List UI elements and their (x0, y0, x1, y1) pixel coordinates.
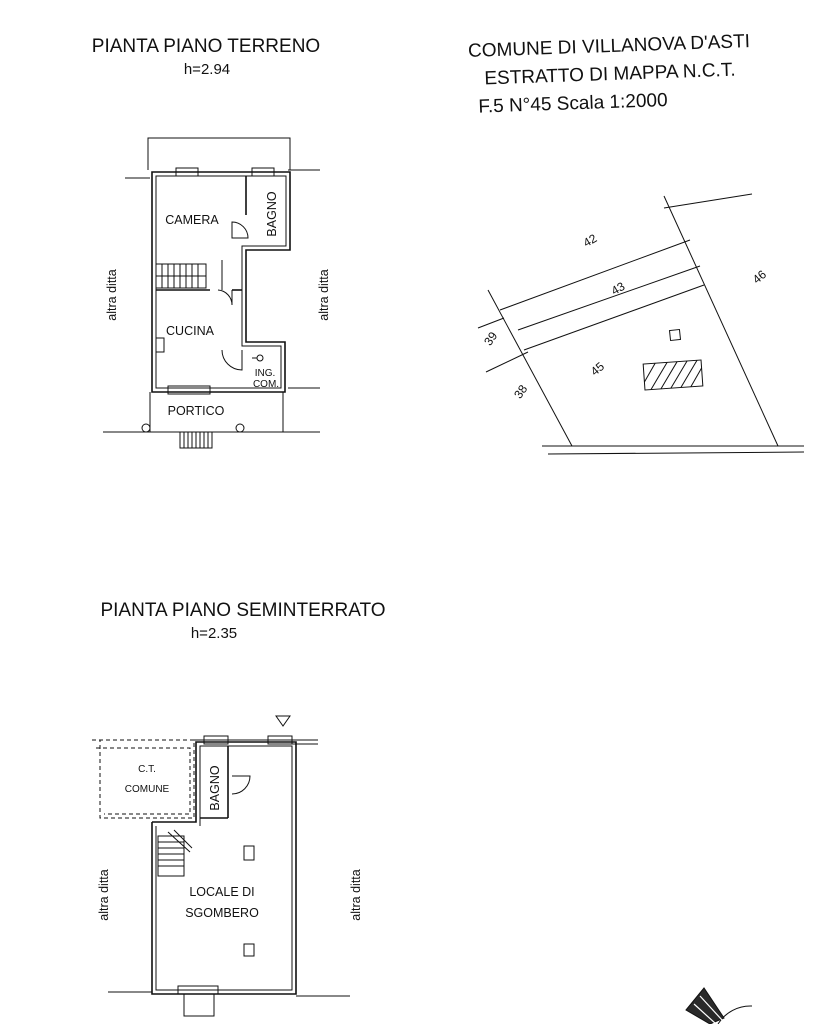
map-title-line1: COMUNE DI VILLANOVA D'ASTI (467, 31, 751, 62)
room-label-locale-line1: LOCALE DI (189, 885, 255, 899)
parcel-label-43: 43 (608, 279, 628, 298)
room-label-ct-comune: COMUNE (124, 784, 170, 795)
basement-title: PIANTA PIANO SEMINTERRATO (100, 600, 386, 621)
parcel-label-45: 45 (587, 359, 608, 379)
room-label-portico: PORTICO (167, 404, 225, 418)
parcel-label-42: 42 (580, 231, 600, 250)
ground-floor-height: h=2.94 (183, 61, 231, 78)
cadastral-map (478, 194, 804, 454)
parcel-label-38: 38 (511, 382, 531, 402)
ground-floor-terrace-outline (148, 138, 290, 170)
basement-height: h=2.35 (190, 625, 238, 642)
ground-floor-side-right: altra ditta (317, 269, 331, 321)
basement-room-label-bagno: BAGNO (208, 765, 222, 811)
room-label-locale-line2: SGOMBERO (185, 906, 259, 920)
ground-floor-side-left: altra ditta (105, 269, 119, 321)
ground-floor-title: PIANTA PIANO TERRENO (91, 36, 321, 57)
room-label-com: COM. (252, 379, 280, 390)
room-label-ct: C.T. (138, 764, 156, 775)
basement-plan (92, 716, 363, 1016)
room-label-ing: ING. (254, 368, 276, 379)
north-arrow-icon (686, 988, 752, 1024)
entrance-arrow-icon (276, 716, 290, 726)
room-label-cucina: CUCINA (166, 324, 214, 338)
map-title-line3: F.5 N°45 Scala 1:2000 (478, 90, 668, 118)
room-label-camera: CAMERA (165, 213, 219, 227)
map-title-line2: ESTRATTO DI MAPPA N.C.T. (484, 59, 736, 90)
ground-floor-plan (103, 138, 331, 448)
map-title-block (468, 31, 753, 118)
parcel-label-39: 39 (481, 329, 501, 349)
room-label-bagno: BAGNO (265, 191, 279, 237)
basement-side-right: altra ditta (349, 869, 363, 921)
basement-side-left: altra ditta (97, 869, 111, 921)
parcel-label-46: 46 (749, 267, 770, 287)
